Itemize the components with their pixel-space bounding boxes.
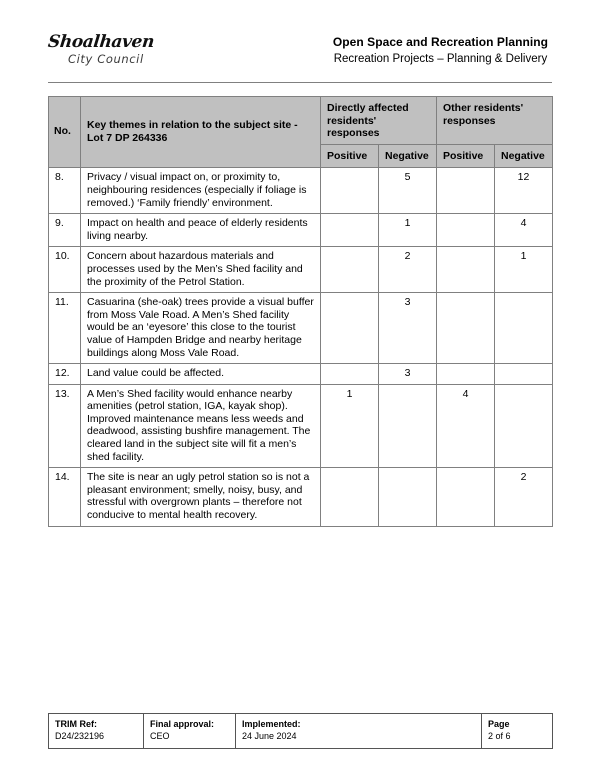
column-header-directly-affected-positive: Positive: [321, 144, 379, 168]
row-number: 13.: [49, 384, 81, 468]
key-themes-table: [48, 96, 553, 527]
footer-page-value: 2 of 6: [488, 731, 511, 741]
row-other-positive-count: [437, 293, 495, 364]
column-header-other-residents: Other residents' responses: [437, 97, 553, 145]
row-other-positive-count: 4: [437, 384, 495, 468]
header-title-block: [333, 32, 548, 68]
column-header-directly-affected-negative: Negative: [379, 144, 437, 168]
page-subtitle: Recreation Projects – Planning & Delivery: [333, 53, 548, 65]
row-da-negative-count: 3: [379, 293, 437, 364]
table-row: [49, 247, 553, 293]
row-other-negative-count: [495, 384, 553, 468]
row-theme-text: The site is near an ugly petrol station so is not a pleasant environment; smelly, noisy, busy, and stressful with overgrown plants – therefore not conducive to mental health recovery.: [81, 468, 321, 526]
row-da-positive-count: [321, 364, 379, 385]
footer-final-approval-label: Final approval:: [150, 719, 215, 729]
logo-wordmark: Shoalhaven: [47, 32, 155, 52]
footer-row: [49, 714, 553, 749]
footer-page-cell: [482, 714, 553, 749]
row-theme-text: Land value could be affected.: [81, 364, 321, 385]
column-header-key-themes: Key themes in relation to the subject site - Lot 7 DP 264336: [81, 97, 321, 168]
footer-page-label: Page: [488, 719, 510, 729]
row-other-positive-count: [437, 214, 495, 247]
row-other-negative-count: 4: [495, 214, 553, 247]
row-other-positive-count: [437, 168, 495, 214]
row-other-positive-count: [437, 247, 495, 293]
table-header: [49, 97, 553, 168]
row-other-positive-count: [437, 364, 495, 385]
header-divider: [48, 82, 552, 83]
table-row: [49, 168, 553, 214]
footer-final-approval-cell: [144, 714, 236, 749]
table-header-row-groups: [49, 97, 553, 145]
column-header-other-positive: Positive: [437, 144, 495, 168]
row-other-negative-count: 12: [495, 168, 553, 214]
row-number: 14.: [49, 468, 81, 526]
page-title: Open Space and Recreation Planning: [332, 35, 548, 49]
row-theme-text: A Men’s Shed facility would enhance nearby amenities (petrol station, IGA, kayak shop). Improved maintenance means less weeds and deadwood, assisting bushfire management. The cleared land in the subject site will fit a men’s shed facility.: [81, 384, 321, 468]
row-da-negative-count: 3: [379, 364, 437, 385]
row-number: 11.: [49, 293, 81, 364]
row-theme-text: Casuarina (she-oak) trees provide a visual buffer from Moss Vale Road. A Men’s Shed facility would be an ‘eyesore’ this close to the tourist value of Hampden Bridge and nearby heritage buildings along Moss Vale Road.: [81, 293, 321, 364]
footer-trim-ref-cell: [49, 714, 144, 749]
column-header-directly-affected-residents: Directly affected residents' responses: [321, 97, 437, 145]
footer-implemented-label: Implemented:: [242, 719, 301, 729]
column-header-no: No.: [49, 97, 81, 168]
row-da-negative-count: 1: [379, 214, 437, 247]
table-row: [49, 364, 553, 385]
footer-implemented-value: 24 June 2024: [242, 731, 297, 741]
row-da-negative-count: 5: [379, 168, 437, 214]
document-header: [48, 32, 552, 82]
row-number: 12.: [49, 364, 81, 385]
table-body: [49, 168, 553, 526]
footer-final-approval-value: CEO: [150, 731, 170, 741]
shoalhaven-city-council-logo: [48, 32, 178, 66]
row-other-negative-count: 2: [495, 468, 553, 526]
row-da-positive-count: [321, 168, 379, 214]
row-da-negative-count: [379, 468, 437, 526]
column-header-other-negative: Negative: [495, 144, 553, 168]
row-other-negative-count: [495, 293, 553, 364]
row-number: 9.: [49, 214, 81, 247]
logo-subtitle: City Council: [68, 52, 144, 66]
row-number: 10.: [49, 247, 81, 293]
row-other-negative-count: [495, 364, 553, 385]
row-da-positive-count: [321, 247, 379, 293]
table-row: [49, 293, 553, 364]
row-da-positive-count: [321, 293, 379, 364]
row-theme-text: Impact on health and peace of elderly residents living nearby.: [81, 214, 321, 247]
document-footer-table: [48, 713, 553, 749]
row-number: 8.: [49, 168, 81, 214]
row-other-negative-count: 1: [495, 247, 553, 293]
footer-trim-ref-value: D24/232196: [55, 731, 105, 741]
row-da-positive-count: [321, 468, 379, 526]
footer-trim-ref-label: TRIM Ref:: [55, 719, 97, 729]
row-theme-text: Concern about hazardous materials and processes used by the Men’s Shed facility and the proximity of the Petrol Station.: [81, 247, 321, 293]
footer-implemented-cell: [236, 714, 482, 749]
table-row: [49, 384, 553, 468]
row-da-positive-count: [321, 214, 379, 247]
row-other-positive-count: [437, 468, 495, 526]
row-da-negative-count: [379, 384, 437, 468]
row-theme-text: Privacy / visual impact on, or proximity to, neighbouring residences (especially if foliage is removed.) ‘Family friendly’ environment.: [81, 168, 321, 214]
table-row: [49, 214, 553, 247]
table-row: [49, 468, 553, 526]
row-da-positive-count: 1: [321, 384, 379, 468]
row-da-negative-count: 2: [379, 247, 437, 293]
